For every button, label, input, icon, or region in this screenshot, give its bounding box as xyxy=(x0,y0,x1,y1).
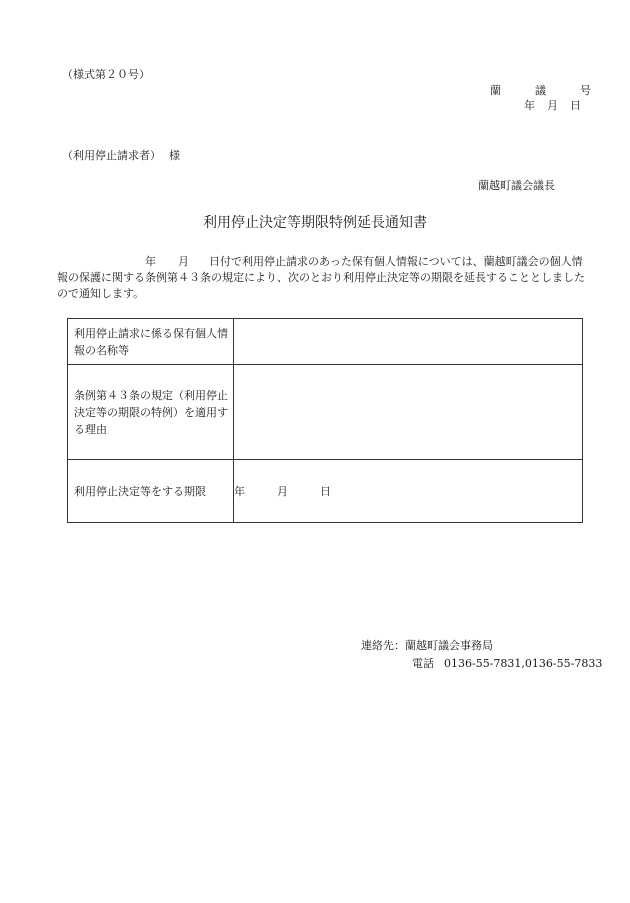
contact-label: 連絡先：蘭越町議会事務局 xyxy=(361,639,493,652)
document-title: 利用停止決定等期限特例延長通知書 xyxy=(203,215,427,231)
addressee-honorific: 様 xyxy=(169,149,180,162)
table-row xyxy=(68,460,583,523)
addressee xyxy=(62,147,180,163)
body-text: 日付で利用停止請求のあった保有個人情報については、蘭越町議会の個人情報の保護に関する条例第４３条の規定により、次のとおり利用停止決定等の期限を延長することとしましたので通知します。 xyxy=(57,255,585,300)
body-date-month: 月 xyxy=(178,255,189,268)
phone-label: 電話 xyxy=(412,657,434,670)
body-date-year: 年 xyxy=(145,255,156,268)
row-value xyxy=(234,365,583,460)
phone-number: 0136-55-7831,0136-55-7833 xyxy=(444,657,603,670)
doc-number-middle: 議 xyxy=(535,84,546,97)
doc-date-year: 年 xyxy=(524,99,535,112)
doc-date-month: 月 xyxy=(547,99,558,112)
deadline-day: 日 xyxy=(320,485,331,498)
table-row xyxy=(68,319,583,365)
deadline-year: 年 xyxy=(234,485,245,498)
doc-number-prefix: 蘭 xyxy=(490,84,501,97)
addressee-requester: （利用停止請求者） xyxy=(62,149,161,162)
doc-date-day: 日 xyxy=(570,99,581,112)
sender: 蘭越町議会議長 xyxy=(478,179,555,192)
row-value xyxy=(234,319,583,365)
doc-number-suffix: 号 xyxy=(580,84,591,97)
deadline-month: 月 xyxy=(277,485,288,498)
info-table xyxy=(67,318,583,523)
row-label: 利用停止決定等をする期限 xyxy=(68,460,234,523)
body-paragraph xyxy=(57,254,587,302)
row-label: 利用停止請求に係る保有個人情報の名称等 xyxy=(68,319,234,365)
table-row xyxy=(68,365,583,460)
form-number: （様式第２０号） xyxy=(62,68,150,81)
document-date xyxy=(524,97,581,113)
document-number xyxy=(490,82,591,98)
deadline-value xyxy=(234,460,583,523)
contact-phone xyxy=(412,655,602,671)
row-label: 条例第４３条の規定（利用停止決定等の期限の特例）を適用する理由 xyxy=(68,365,234,460)
